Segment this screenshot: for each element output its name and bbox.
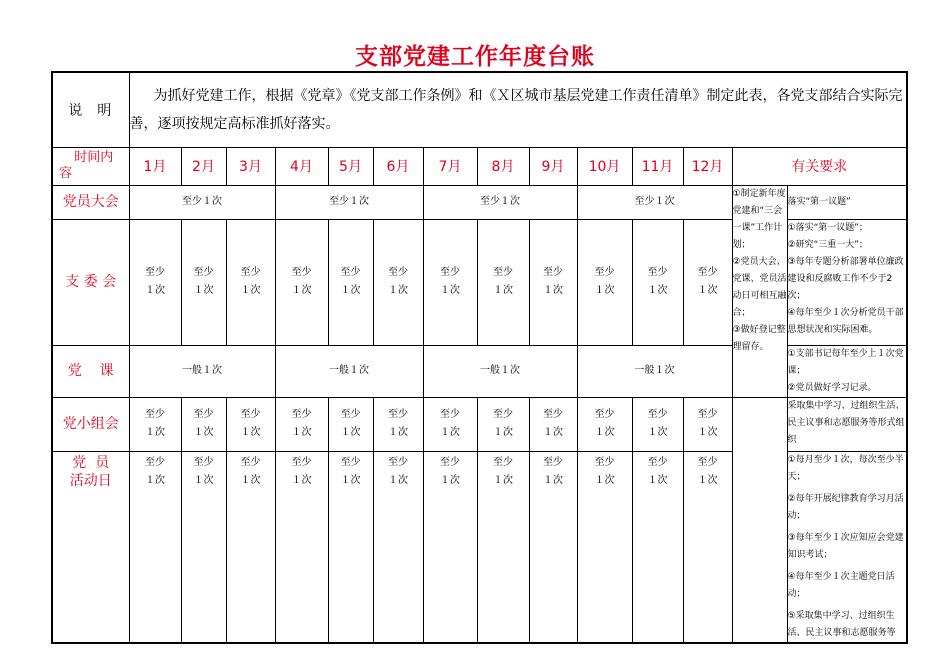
header-row bbox=[52, 147, 907, 185]
general-notes bbox=[732, 185, 787, 397]
month-cell: 至少 １次 bbox=[477, 397, 529, 451]
month-cell: 至少 １次 bbox=[226, 397, 275, 451]
month-cell: 至少 １次 bbox=[683, 397, 732, 451]
time-content-header bbox=[52, 147, 129, 185]
month-header: 1月 bbox=[129, 147, 181, 185]
month-cell: 至少 １次 bbox=[275, 397, 328, 451]
quarter-cell: 一般１次 bbox=[275, 345, 423, 397]
month-cell: 至少 １次 bbox=[226, 219, 275, 345]
requirement-item: ③每年至少１次应知应会党建知识考试； bbox=[787, 532, 904, 560]
month-cell: 至少 １次 bbox=[129, 397, 181, 451]
requirement-item: 落实“第一议题” bbox=[787, 196, 851, 207]
month-cell: 至少 １次 bbox=[529, 451, 577, 643]
month-cell: 至少 １次 bbox=[423, 397, 477, 451]
month-cell: 至少 １次 bbox=[477, 451, 529, 643]
description-label: 说 明 bbox=[52, 72, 129, 147]
month-cell: 至少 １次 bbox=[129, 219, 181, 345]
month-header: 11月 bbox=[632, 147, 683, 185]
quarter-cell: 一般１次 bbox=[423, 345, 577, 397]
month-cell: 至少 １次 bbox=[632, 451, 683, 643]
month-header: 4月 bbox=[275, 147, 328, 185]
month-cell: 至少 １次 bbox=[683, 219, 732, 345]
month-cell: 至少 １次 bbox=[577, 397, 632, 451]
note-item: ②党员大会、党课、党员活动日可相互融合； bbox=[732, 256, 787, 318]
description-row bbox=[52, 72, 907, 147]
requirement-item: ①每月至少１次，每次至少半天； bbox=[787, 454, 904, 482]
requirement-item: ①落实“第一议题”； bbox=[787, 222, 868, 233]
month-header: 9月 bbox=[529, 147, 577, 185]
row-label-line1: 党 员 bbox=[72, 454, 110, 471]
month-cell: 至少 １次 bbox=[129, 451, 181, 643]
requirement-item: ②党员做好学习记录。 bbox=[787, 382, 877, 393]
month-header: 7月 bbox=[423, 147, 477, 185]
month-cell: 至少 １次 bbox=[275, 219, 328, 345]
month-header: 2月 bbox=[181, 147, 226, 185]
row-label: 党员大会 bbox=[52, 185, 129, 219]
month-cell: 至少 １次 bbox=[328, 451, 373, 643]
month-header: 10月 bbox=[577, 147, 632, 185]
requirement-item: ②研究“三重一大”； bbox=[787, 239, 868, 250]
month-cell: 至少 １次 bbox=[632, 219, 683, 345]
time-content-header-line1: 时间内 bbox=[74, 150, 114, 165]
requirement-item: ①支部书记每年至少上１次党课； bbox=[787, 348, 904, 376]
month-cell: 至少 １次 bbox=[529, 397, 577, 451]
requirement-item: 采取集中学习、过组织生活、民主议事和志愿服务等形式组织 bbox=[787, 400, 905, 445]
row-label: 党小组会 bbox=[52, 397, 129, 451]
month-cell: 至少 １次 bbox=[529, 219, 577, 345]
row-label bbox=[52, 451, 129, 643]
requirement-item: ③每年专题分析部署单位廉政建设和反腐败工作不少于2次； bbox=[787, 256, 904, 301]
month-cell: 至少 １次 bbox=[423, 451, 477, 643]
month-cell: 至少 １次 bbox=[328, 397, 373, 451]
requirement-cell bbox=[787, 397, 907, 451]
month-header: 5月 bbox=[328, 147, 373, 185]
requirements-header: 有关要求 bbox=[732, 147, 907, 185]
month-cell: 至少 １次 bbox=[423, 219, 477, 345]
requirement-item: ④每年至少１次主题党日活动； bbox=[787, 571, 895, 599]
month-cell: 至少 １次 bbox=[275, 451, 328, 643]
note-item: ③做好登记整理留存。 bbox=[732, 324, 786, 352]
quarter-cell: 至少１次 bbox=[275, 185, 423, 219]
party-group-meeting-row bbox=[52, 397, 907, 451]
month-cell: 至少 １次 bbox=[577, 451, 632, 643]
month-header: 8月 bbox=[477, 147, 529, 185]
quarter-cell: 至少１次 bbox=[423, 185, 577, 219]
ledger-table bbox=[51, 71, 908, 644]
requirement-cell bbox=[787, 185, 907, 219]
month-cell: 至少 １次 bbox=[226, 451, 275, 643]
general-notes-continued bbox=[732, 397, 787, 643]
month-cell: 至少 １次 bbox=[683, 451, 732, 643]
requirement-cell bbox=[787, 451, 907, 643]
requirement-item: ④每年至少１次分析党员干部思想状况和实际困难。 bbox=[787, 307, 904, 335]
quarter-cell: 至少１次 bbox=[577, 185, 732, 219]
month-header: 3月 bbox=[226, 147, 275, 185]
quarter-cell: 一般１次 bbox=[577, 345, 732, 397]
month-header: 12月 bbox=[683, 147, 732, 185]
quarter-cell: 至少１次 bbox=[129, 185, 275, 219]
note-item: ①制定新年度党建和“三会一课”工作计划； bbox=[732, 188, 786, 250]
requirement-cell bbox=[787, 219, 907, 345]
quarter-cell: 一般１次 bbox=[129, 345, 275, 397]
time-content-header-line2: 容 bbox=[59, 166, 73, 181]
month-cell: 至少 １次 bbox=[328, 219, 373, 345]
month-cell: 至少 １次 bbox=[373, 219, 423, 345]
row-label: 党 课 bbox=[52, 345, 129, 397]
row-label-line2: 活动日 bbox=[69, 472, 112, 489]
month-cell: 至少 １次 bbox=[373, 397, 423, 451]
page-title: 支部党建工作年度台账 bbox=[355, 44, 595, 70]
party-member-meeting-row bbox=[52, 185, 907, 219]
requirement-cell bbox=[787, 345, 907, 397]
month-cell: 至少 １次 bbox=[181, 219, 226, 345]
description-text: 为抓好党建工作，根据《党章》《党支部工作条例》和《Ｘ区城市基层党建工作责任清单》制定此表，各党支部结合实际完善，逐项按规定高标准抓好落实。 bbox=[129, 72, 907, 147]
requirement-item: ⑤采取集中学习、过组织生活、民主议事和志愿服务等 bbox=[787, 610, 896, 638]
requirement-item: ②每年开展纪律教育学习月活动； bbox=[787, 493, 904, 521]
month-cell: 至少 １次 bbox=[477, 219, 529, 345]
month-header: 6月 bbox=[373, 147, 423, 185]
month-cell: 至少 １次 bbox=[632, 397, 683, 451]
month-cell: 至少 １次 bbox=[181, 451, 226, 643]
month-cell: 至少 １次 bbox=[181, 397, 226, 451]
month-cell: 至少 １次 bbox=[577, 219, 632, 345]
month-cell: 至少 １次 bbox=[373, 451, 423, 643]
row-label: 支 委 会 bbox=[52, 219, 129, 345]
